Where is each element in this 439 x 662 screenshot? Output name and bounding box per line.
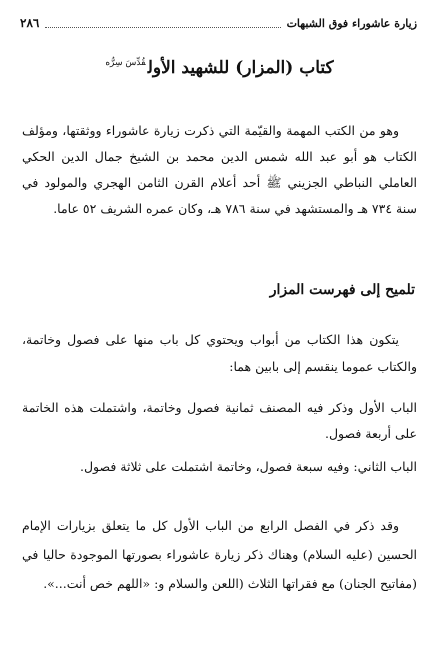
chapter-four-note-text: وقد ذكر في الفصل الرابع من الباب الأول كل ما يتعلق بزيارات الإمام الحسين (عليه السلام) وهناك ذكر زيارة عاشوراء بصورتها الموجودة حاليا في (مفاتيح الجنان) مع فقراتها الثلاث (اللعن والسلام و: «اللهم خص أنت...». <box>22 517 417 591</box>
intro-paragraph-text: وهو من الكتب المهمة والقيّمة التي ذكرت زيارة عاشوراء ووثقتها، ومؤلف الكتاب هو أبو عبد الله شمس الدين محمد بن الشيخ جمال الدين الحكي العاملي النباطي الجزيني ﷺ أحد أعلام القرن الثامن الهجري والمولود في سنة ٧٣٤ هـ والمستشهد في سنة ٧٨٦ هـ، وكان عمره الشريف ٥٢ عاما. <box>22 123 417 216</box>
intro-paragraph <box>22 118 417 222</box>
page-number: ٢٨٦ <box>20 16 40 30</box>
honorific-glyph: قُدِّسَ سِرُّه <box>105 58 146 68</box>
chapter-one-paragraph-text: الباب الأول وذكر فيه المصنف ثمانية فصول وخاتمة، واشتملت هذه الخاتمة على أربعة فصول. <box>22 399 417 441</box>
chapter-title-text: كتاب (المزار) للشهيد الأول <box>147 58 334 78</box>
chapter-two-paragraph-text: الباب الثاني: وفيه سبعة فصول، وخاتمة اشتملت على ثلاثة فصول. <box>79 458 417 474</box>
header-dotted-leader <box>45 18 280 28</box>
running-header <box>20 14 417 32</box>
chapter-title <box>0 58 439 78</box>
chapter-two-paragraph <box>22 440 417 492</box>
chapter-four-note-paragraph <box>22 498 417 610</box>
structure-paragraph-text: يتكون هذا الكتاب من أبواب ويحتوي كل باب منها على فصول وخاتمة، والكتاب عموما ينقسم إلى بابين هما: <box>22 332 417 374</box>
section-heading: تلميح إلى فهرست المزار <box>269 282 415 298</box>
structure-paragraph <box>22 326 417 380</box>
header-title: زيارة عاشوراء فوق الشبهات <box>286 16 417 30</box>
